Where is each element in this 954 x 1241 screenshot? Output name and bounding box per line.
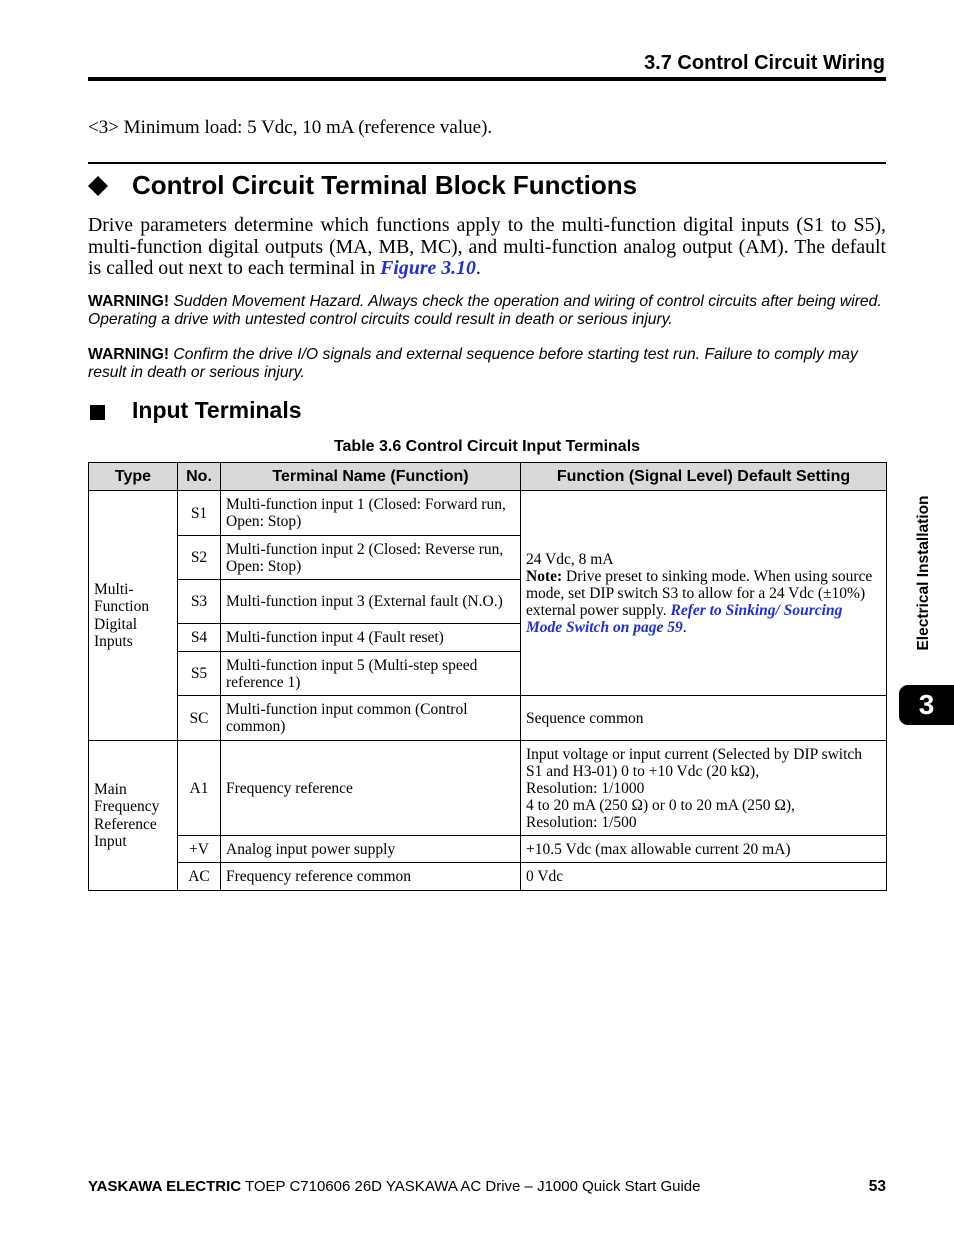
- square-bullet-icon: [90, 405, 105, 420]
- function-note: [526, 568, 881, 636]
- warning-2: [88, 346, 886, 381]
- note-end: .: [682, 618, 687, 636]
- intro-paragraph: [88, 215, 886, 280]
- side-tab: [897, 478, 954, 668]
- intro-end: .: [475, 257, 481, 280]
- terminal-no: AC: [178, 863, 221, 891]
- table-header-row: [89, 463, 887, 491]
- function-line: Resolution: 1/1000: [526, 779, 645, 797]
- function-cell: +10.5 Vdc (max allowable current 20 mA): [521, 836, 887, 863]
- terminal-no: S2: [178, 536, 221, 580]
- function-line: 4 to 20 mA (250 Ω) or 0 to 20 mA (250 Ω),: [526, 796, 795, 814]
- function-cell: [521, 741, 887, 836]
- terminal-no: S5: [178, 652, 221, 696]
- diamond-bullet-icon: [88, 176, 108, 196]
- section-rule: [88, 162, 886, 164]
- terminal-no: S1: [178, 491, 221, 536]
- terminal-name: Multi-function input 1 (Closed: Forward run, Open: Stop): [221, 491, 521, 536]
- input-terminals-table: [88, 462, 887, 891]
- type-cell: Multi-Function Digital Inputs: [89, 491, 178, 741]
- table-row: [89, 741, 887, 836]
- sinking-sourcing-link[interactable]: Refer to Sinking/ Sourcing Mode Switch on page 59: [526, 601, 843, 636]
- table-row: [89, 836, 887, 863]
- header-rule: [88, 77, 886, 81]
- col-header-type: Type: [89, 463, 178, 491]
- terminal-name: Frequency reference: [221, 741, 521, 836]
- table-row: [89, 696, 887, 741]
- function-cell: Sequence common: [521, 696, 887, 741]
- terminal-name: Multi-function input common (Control common): [221, 696, 521, 741]
- terminal-name: Multi-function input 5 (Multi-step speed reference 1): [221, 652, 521, 696]
- table-row: [89, 491, 887, 536]
- function-cell: 0 Vdc: [521, 863, 887, 891]
- section-title: Control Circuit Terminal Block Functions: [132, 170, 638, 200]
- terminal-name: Analog input power supply: [221, 836, 521, 863]
- terminal-no: SC: [178, 696, 221, 741]
- col-header-no: No.: [178, 463, 221, 491]
- function-cell: [521, 491, 887, 696]
- terminal-name: Multi-function input 4 (Fault reset): [221, 624, 521, 652]
- page-number: 53: [868, 1178, 886, 1195]
- type-cell: Main Frequency Reference Input: [89, 741, 178, 891]
- note-text: Drive preset to sinking mode. When using source mode, set DIP switch S3 to allow for a 24 Vdc (±10%) external power supply.: [526, 567, 873, 619]
- table-caption: Table 3.6 Control Circuit Input Terminals: [333, 438, 641, 455]
- footer-doc: TOEP C710606 26D YASKAWA AC Drive – J1000 Quick Start Guide: [241, 1178, 701, 1195]
- terminal-name: Multi-function input 2 (Closed: Reverse run, Open: Stop): [221, 536, 521, 580]
- terminal-name: Frequency reference common: [221, 863, 521, 891]
- footer: [88, 1178, 700, 1195]
- figure-link[interactable]: Figure 3.10: [380, 257, 476, 280]
- footnote-3: <3> Minimum load: 5 Vdc, 10 mA (reference value).: [88, 117, 493, 138]
- terminal-name: Multi-function input 3 (External fault (N.O.): [221, 580, 521, 624]
- section-header-title: 3.7 Control Circuit Wiring: [644, 52, 885, 74]
- footer-company: YASKAWA ELECTRIC: [88, 1178, 242, 1195]
- warning-text: Confirm the drive I/O signals and external sequence before starting test run. Failure to comply may result in death or serious injury.: [88, 346, 858, 381]
- intro-text: Drive parameters determine which functions apply to the multi-function digital inputs (S1 to S5), multi-function digital outputs (MA, MB, MC), and multi-function analog output (AM). The default is called out next to each terminal in: [88, 214, 886, 280]
- warning-label: WARNING!: [88, 293, 170, 310]
- function-line: 24 Vdc, 8 mA: [526, 550, 614, 568]
- terminal-no: +V: [178, 836, 221, 863]
- warning-label: WARNING!: [88, 346, 170, 363]
- chapter-tab: 3: [899, 685, 954, 725]
- col-header-function: Function (Signal Level) Default Setting: [521, 463, 887, 491]
- note-label: Note:: [526, 567, 563, 585]
- warning-text: Sudden Movement Hazard. Always check the operation and wiring of control circuits after being wired. Operating a drive with untested control circuits could result in death or serious injury.: [88, 293, 882, 328]
- terminal-no: S3: [178, 580, 221, 624]
- function-line: Input voltage or input current (Selected by DIP switch S1 and H3-01) 0 to +10 Vdc (20 kΩ),: [526, 745, 863, 780]
- function-line: Resolution: 1/500: [526, 813, 637, 831]
- col-header-name: Terminal Name (Function): [221, 463, 521, 491]
- terminal-no: S4: [178, 624, 221, 652]
- warning-1: [88, 293, 886, 328]
- terminal-no: A1: [178, 741, 221, 836]
- table-row: [89, 863, 887, 891]
- side-tab-label: Electrical Installation: [915, 495, 932, 651]
- subsection-title: Input Terminals: [132, 397, 302, 423]
